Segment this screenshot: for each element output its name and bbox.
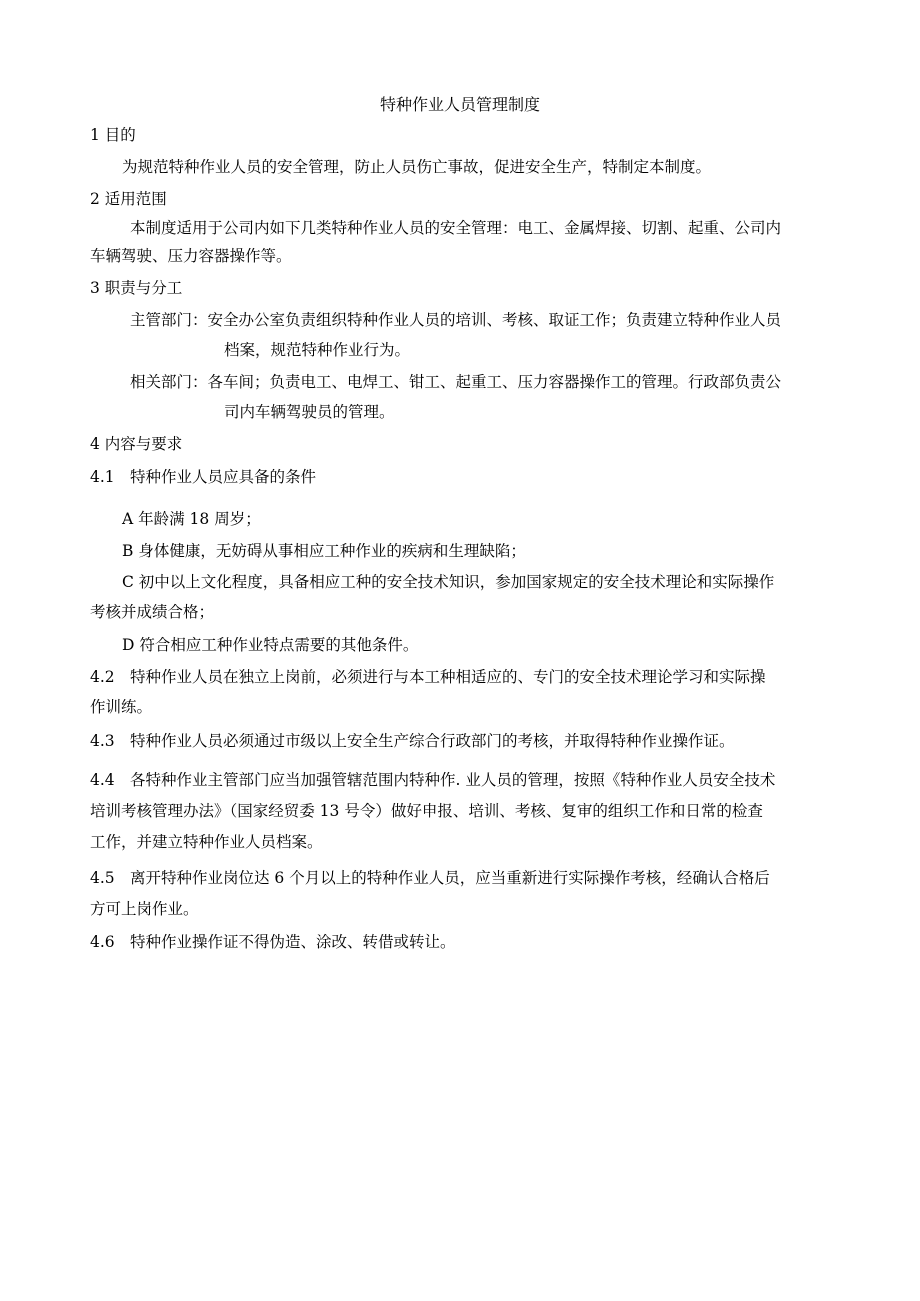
item-text: 各特种作业主管部门应当加强管辖范围内特种作. 业人员的管理，按照《特种作业人员安全技术: [130, 771, 776, 789]
related-dept-line-1: 相关部门：各车间；负责电工、电焊工、钳工、起重工、压力容器操作工的管理。行政部负责公: [130, 373, 782, 391]
section-4-heading: 4 内容与要求: [90, 435, 183, 453]
section-2-body-line-1: 本制度适用于公司内如下几类特种作业人员的安全管理：电工、金属焊接、切割、起重、公司内: [130, 219, 782, 237]
item-text: 特种作业人员在独立上岗前，必须进行与本工种相适应的、专门的安全技术理论学习和实际操: [130, 668, 766, 686]
item-4-2-line-1: [90, 667, 766, 687]
item-4-4-line-3: 工作，并建立特种作业人员档案。: [90, 833, 323, 851]
section-2-body-line-2: 车辆驾驶、压力容器操作等。: [90, 247, 292, 265]
item-4-4-line-2: 培训考核管理办法》（国家经贸委 13 号令）做好申报、培训、考核、复审的组织工作和日常的检查: [90, 802, 763, 820]
item-4-6: [90, 932, 456, 952]
item-text: 特种作业操作证不得伪造、涂改、转借或转让。: [130, 933, 456, 951]
item-4-5-line-1: [90, 868, 770, 888]
condition-d: D 符合相应工种作业特点需要的其他条件。: [122, 636, 419, 654]
related-dept-line-2: 司内车辆驾驶员的管理。: [224, 403, 395, 421]
condition-b: B 身体健康，无妨碍从事相应工种作业的疾病和生理缺陷；: [122, 542, 526, 560]
condition-a: A 年龄满 18 周岁；: [122, 510, 261, 528]
item-number: 4.5: [90, 869, 115, 887]
item-number: 4.6: [90, 933, 115, 951]
item-number: 4.1: [90, 468, 115, 486]
item-number: 4.2: [90, 668, 115, 686]
condition-c-line-1: C 初中以上文化程度，具备相应工种的安全技术知识，参加国家规定的安全技术理论和实际操作: [122, 573, 775, 591]
item-4-1: [90, 467, 316, 487]
main-dept-line-1: 主管部门：安全办公室负责组织特种作业人员的培训、考核、取证工作；负责建立特种作业人员: [130, 311, 782, 329]
item-text: 离开特种作业岗位达 6 个月以上的特种作业人员，应当重新进行实际操作考核，经确认合格后: [130, 869, 770, 887]
item-text: 特种作业人员应具备的条件: [130, 468, 317, 486]
section-3-heading: 3 职责与分工: [90, 279, 183, 297]
item-text: 特种作业人员必须通过市级以上安全生产综合行政部门的考核，并取得特种作业操作证。: [130, 732, 735, 750]
item-4-5-line-2: 方可上岗作业。: [90, 900, 199, 918]
section-1-heading: 1 目的: [90, 126, 136, 144]
section-1-body: 为规范特种作业人员的安全管理，防止人员伤亡事故，促进安全生产，特制定本制度。: [122, 158, 712, 176]
item-number: 4.3: [90, 732, 115, 750]
item-4-3: [90, 731, 735, 751]
main-dept-line-2: 档案，规范特种作业行为。: [224, 341, 411, 359]
item-4-4-line-1: [90, 770, 775, 790]
document-title: 特种作业人员管理制度: [379, 95, 540, 114]
section-2-heading: 2 适用范围: [90, 190, 167, 208]
item-4-2-line-2: 作训练。: [90, 698, 153, 716]
item-number: 4.4: [90, 771, 115, 789]
condition-c-line-2: 考核并成绩合格；: [90, 603, 215, 621]
